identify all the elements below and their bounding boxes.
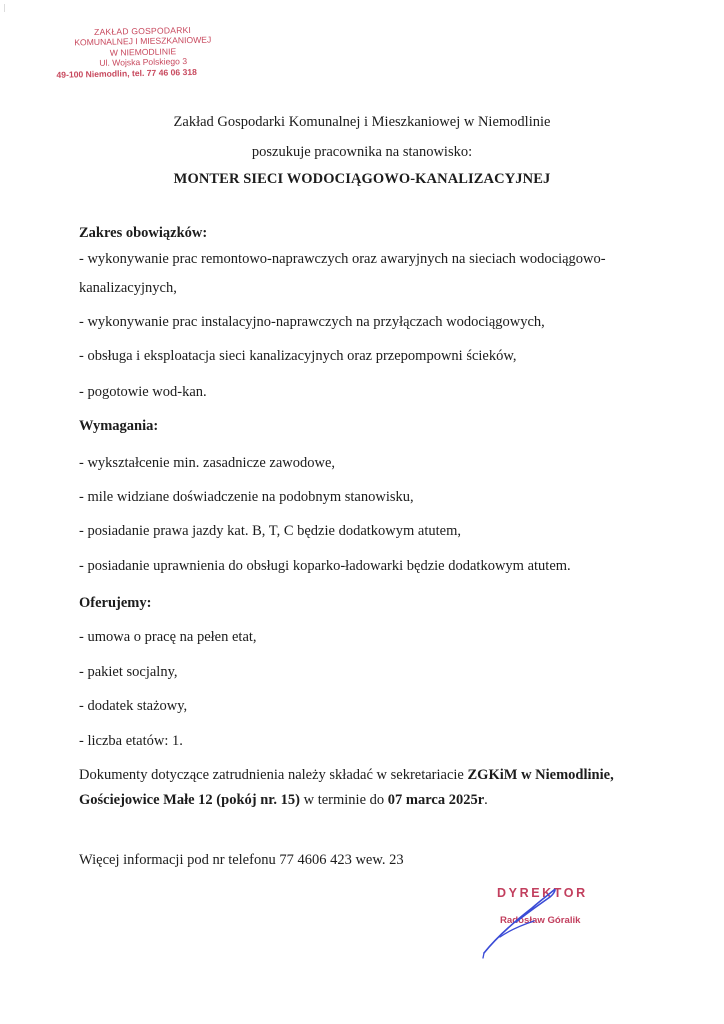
signature-stroke: [483, 953, 484, 958]
duty-item: - wykonywanie prac instalacyjno-naprawczych na przyłączach wodociągowych,: [79, 314, 545, 330]
stamp-line: W NIEMODLINIE: [109, 46, 177, 58]
stamp-line: 49-100 Niemodlin, tel. 77 46 06 318: [56, 66, 197, 80]
documents-line-2: [79, 792, 488, 809]
duty-item: kanalizacyjnych,: [79, 280, 177, 296]
signature-stroke: [484, 890, 555, 953]
contact-info: Więcej informacji pod nr telefonu 77 4606 423 wew. 23: [79, 852, 404, 868]
position-title: MONTER SIECI WODOCIĄGOWO-KANALIZACYJNEJ: [173, 171, 551, 187]
duty-item: - pogotowie wod-kan.: [79, 384, 207, 400]
requirement-item: - mile widziane doświadczenie na podobnym stanowisku,: [79, 489, 414, 505]
organization-name: Zakład Gospodarki Komunalnej i Mieszkaniowej w Niemodlinie: [173, 114, 551, 130]
requirement-item: - wykształcenie min. zasadnicze zawodowe,: [79, 455, 336, 471]
offer-heading: Oferujemy:: [79, 595, 152, 611]
deadline-date: 07 marca 2025r: [387, 792, 485, 808]
company-stamp: [57, 24, 228, 80]
handwritten-signature: [470, 880, 580, 960]
stamp-line: KOMUNALNEJ I MIESZKANIOWEJ: [74, 34, 212, 48]
offer-item: - pakiet socjalny,: [79, 664, 178, 680]
duties-heading: Zakres obowiązków:: [79, 225, 208, 241]
stamp-line: Ul. Wojska Polskiego 3: [99, 56, 188, 69]
signature-stroke: [500, 921, 534, 937]
offer-item: - liczba etatów: 1.: [79, 733, 183, 749]
office-name: ZGKiM w Niemodlinie,: [467, 767, 614, 783]
documents-text: Dokumenty dotyczące zatrudnienia należy składać w sekretariacie: [79, 767, 468, 783]
stamp-line: ZAKŁAD GOSPODARKI: [93, 24, 192, 38]
requirement-item: - posiadanie uprawnienia do obsługi koparko-ładowarki będzie dodatkowym atutem.: [79, 558, 571, 574]
director-title: DYREKTOR: [497, 886, 588, 900]
offer-item: - dodatek stażowy,: [79, 698, 188, 714]
duty-item: - wykonywanie prac remontowo-naprawczych oraz awaryjnych na sieciach wodociągowo-: [79, 251, 606, 267]
offer-item: - umowa o pracę na pełen etat,: [79, 629, 257, 645]
scan-mark: [4, 4, 8, 12]
documents-end: .: [484, 792, 488, 808]
requirements-heading: Wymagania:: [79, 418, 159, 434]
documents-line-1: [79, 767, 614, 784]
documents-text: w terminie do: [299, 792, 388, 808]
office-address: Gościejowice Małe 12 (pokój nr. 15): [79, 792, 300, 808]
intro-text: poszukuje pracownika na stanowisko:: [251, 144, 473, 160]
requirement-item: - posiadanie prawa jazdy kat. B, T, C będzie dodatkowym atutem,: [79, 523, 461, 539]
duty-item: - obsługa i eksploatacja sieci kanalizacyjnych oraz przepompowni ścieków,: [79, 348, 517, 364]
director-name: Radosław Góralik: [500, 915, 581, 926]
